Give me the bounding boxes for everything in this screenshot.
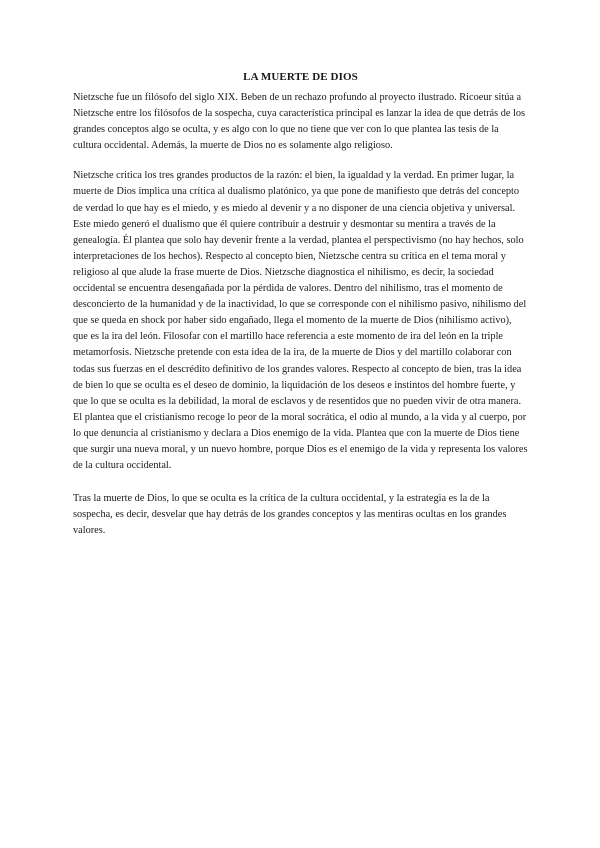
- document-page: [73, 70, 528, 539]
- paragraph-intro: Nietzsche fue un filósofo del siglo XIX. Beben de un rechazo profundo al proyecto ilustrado. Ricoeur sitúa a Nietzsche entre los filósofos de la sospecha, cuya característica principal es lanzar la idea de que detrás de los grandes conceptos algo se oculta, y es algo con lo que no tiene que ver con lo que plantea las tesis de la cultura occidental. Además, la muerte de Dios no es solamente algo religioso.: [73, 92, 526, 152]
- page-title: LA MUERTE DE DIOS: [243, 71, 358, 83]
- paragraph-critique: Nietzsche critica los tres grandes productos de la razón: el bien, la igualdad y la verdad. En primer lugar, la muerte de Dios implica una crítica al dualismo platónico, ya que pone de manifiesto que detrás del concepto de verdad lo que hay es el miedo, y es miedo al devenir y a no disponer de una ciencia objetiva y universal. Este miedo generó el dualismo que él quiere contribuir a destruir y desmontar su mentira a través de la genealogía. Él plantea que solo hay devenir frente a la verdad, plantea el perspectivismo (no hay hechos, solo interpretaciones de los hechos). Respecto al concepto bien, Nietzsche centra su crítica en el tema moral y religioso al que alude la frase muerte de Dios. Nietzsche diagnostica el nihilismo, es decir, la sociedad occidental se encuentra desengañada por la pérdida de valores. Dentro del nihilismo, tras el momento de desconcierto de la humanidad y de la inactividad, lo que se corresponde con el nihilismo pasivo, nihilismo del que se queda en shock por haber sido engañado, llega el momento de la muerte de Dios (nihilismo activo), que es la ira del león. Filosofar con el martillo hace referencia a este momento de ira del león en la triple metamorfosis. Nietzsche pretende con esta idea de la ira, de la muerte de Dios y del martillo colaborar con todas sus fuerzas en el descrédito definitivo de los grandes valores. Respecto al concepto de bien, tras la idea de bien lo que se oculta es el deseo de dominio, la liquidación de los deseos e instintos del hombre fuerte, y que lo que se oculta es la debilidad, la moral de esclavos y de resentidos que no pueden vivir de otra manera. El plantea que el cristianismo recoge lo peor de la moral socrática, el odio al mundo, a la vida y al cuerpo, por lo que denuncia al cristianismo y declara a Dios enemigo de la vida. Plantea que con la muerte de Dios tiene que surgir una nueva moral, y un nuevo hombre, porque Dios es el enemigo de la vida y representa los valores de la cultura occidental.: [73, 170, 528, 472]
- paragraph-conclusion: Tras la muerte de Dios, lo que se oculta es la crítica de la cultura occidental, y la estrategia es la de la sospecha, es decir, desvelar que hay detrás de los grandes conceptos y las mentiras ocultas en los grandes valores.: [73, 493, 507, 537]
